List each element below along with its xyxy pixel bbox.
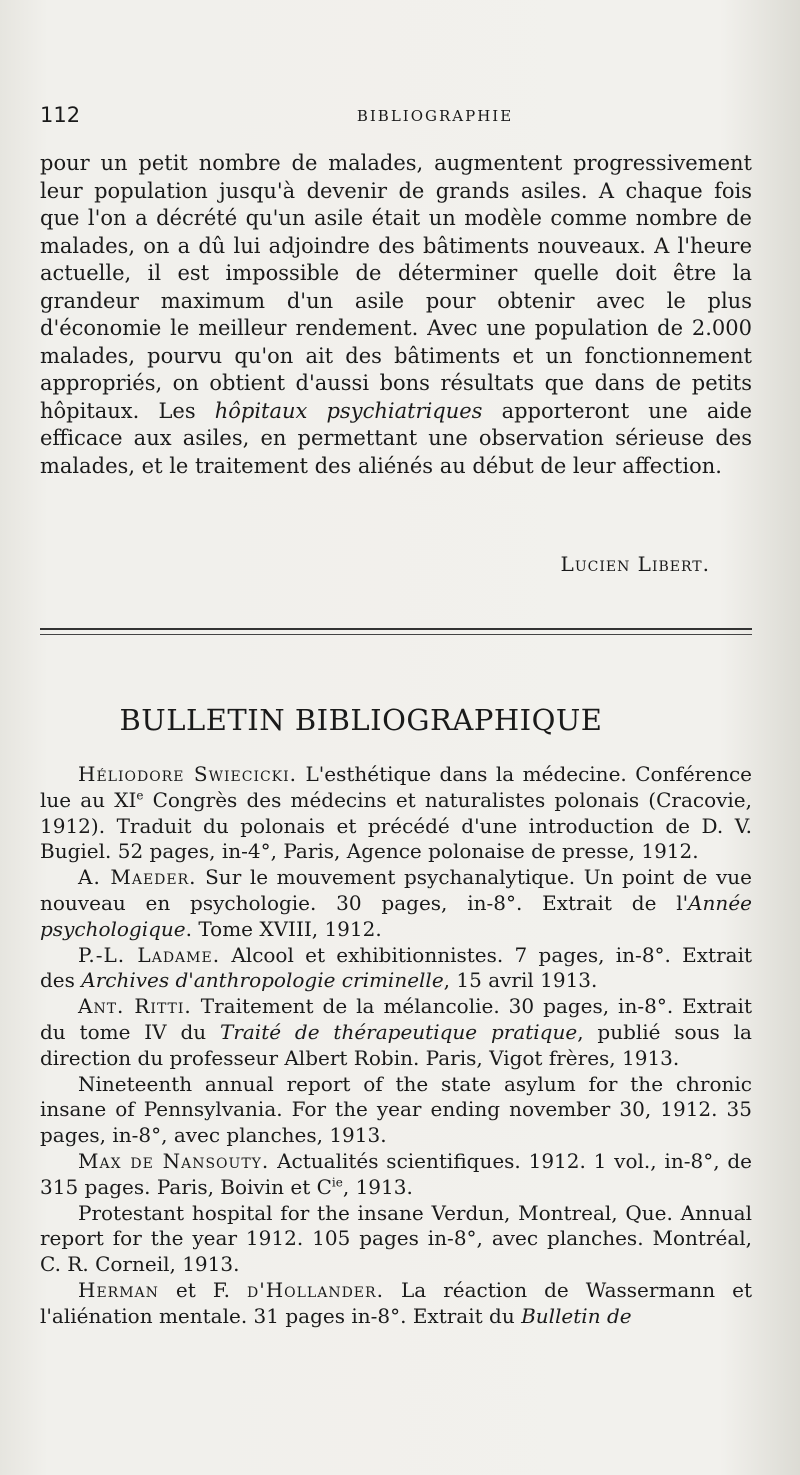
- page-header: [40, 103, 740, 133]
- entry-author-2: d'Hollander.: [246, 1277, 384, 1302]
- entry-author: A. Maeder.: [78, 865, 197, 890]
- review-paragraph: pour un petit nombre de malades, augmentent progressivement leur population jusqu'à devenir de grands asiles. A chaque fois que l'on a décrété qu'un asile était un modèle comme nombre de malades, on a dû lui adjoindre des bâtiments nouveaux. A l'heure actuelle, il est impossible de déterminer quelle doit être la grandeur maximum d'un asile pour obtenir avec le plus d'économie le meilleur rendement. Avec une population de 2.000 malades, pourvu qu'on ait des bâtiments et un fonctionnement appropriés, on obtient d'aussi bons résultats que dans de petits hôpitaux. Les hôpitaux psychiatriques apporteront une aide efficace aux asiles, en permettant une observation sérieuse des malades, et le traitement des aliénés au début de leur affection.: [40, 151, 752, 478]
- bibliography-entry-ladame: P.-L. Ladame. Alcool et exhibitionnistes. 7 pages, in-8°. Extrait des Archives d'anthropologie criminelle, 15 avril 1913.: [40, 942, 753, 993]
- entry-author: Max de Nansouty.: [78, 1148, 270, 1173]
- bibliography-entry-ritti: Ant. Ritti. Traitement de la mélancolie. 30 pages, in-8°. Extrait du tome IV du Traité de thérapeutique pratique, publié sous la direction du professeur Albert Robin. Paris, Vigot frères, 1913.: [40, 994, 752, 1070]
- running-title: BIBLIOGRAPHIE: [356, 107, 514, 125]
- entry-author: Herman: [78, 1277, 159, 1302]
- bibliography-list: [40, 762, 752, 1330]
- italic-term: hôpitaux psychiatriques: [214, 398, 483, 423]
- entry-publication: Archives d'anthropologie criminelle: [81, 968, 444, 993]
- review-signature: Lucien Libert.: [560, 552, 710, 576]
- entry-publication: Année psychologique: [40, 890, 752, 941]
- bibliography-entry-pennsylvania-report: Nineteenth annual report of the state asylum for the chronic insane of Pennsylvania. For the year ending november 30, 1912. 35 pages, in-8°, avec planches, 1913.: [40, 1071, 752, 1148]
- section-divider-thin: [40, 634, 752, 635]
- bibliography-entry-swiecicki: Héliodore Swiecicki. L'esthétique dans la médecine. Conférence lue au XIe Congrès des médecins et naturalistes polonais (Cracovie, 1912). Traduit du polonais et précédé d'une introduction de D. V. Bugiel. 52 pages, in-4°, Paris, Agence polonaise de presse, 1912.: [40, 762, 752, 864]
- section-divider-thick: [40, 628, 752, 630]
- entry-author: Héliodore Swiecicki.: [78, 762, 298, 786]
- bulletin-title: BULLETIN BIBLIOGRAPHIQUE: [119, 703, 603, 737]
- review-body-text: [40, 150, 752, 480]
- entry-author: P.-L. Ladame.: [78, 942, 221, 967]
- entry-publication: Bulletin de: [521, 1303, 632, 1328]
- bibliography-entry-herman: Herman et F. d'Hollander. La réaction de Wassermann et l'aliénation mentale. 31 pages in-8°. Extrait du Bulletin de: [40, 1277, 752, 1328]
- bibliography-entry-maeder: A. Maeder. Sur le mouvement psychanalytique. Un point de vue nouveau en psychologie. 30 pages, in-8°. Extrait de l'Année psychologique. Tome XVIII, 1912.: [40, 865, 752, 941]
- page-number: 112: [40, 103, 81, 127]
- bibliography-entry-verdun-report: Protestant hospital for the insane Verdun, Montreal, Que. Annual report for the year 1912. 105 pages in-8°, avec planches. Montréal, C. R. Corneil, 1913.: [40, 1200, 752, 1277]
- entry-author: Ant. Ritti.: [78, 994, 192, 1019]
- entry-publication: Traité de thérapeutique pratique: [219, 1019, 578, 1044]
- bibliography-entry-nansouty: Max de Nansouty. Actualités scientifiques. 1912. 1 vol., in-8°, de 315 pages. Paris, Boivin et $C^{ie}$, 1913.: [40, 1148, 752, 1199]
